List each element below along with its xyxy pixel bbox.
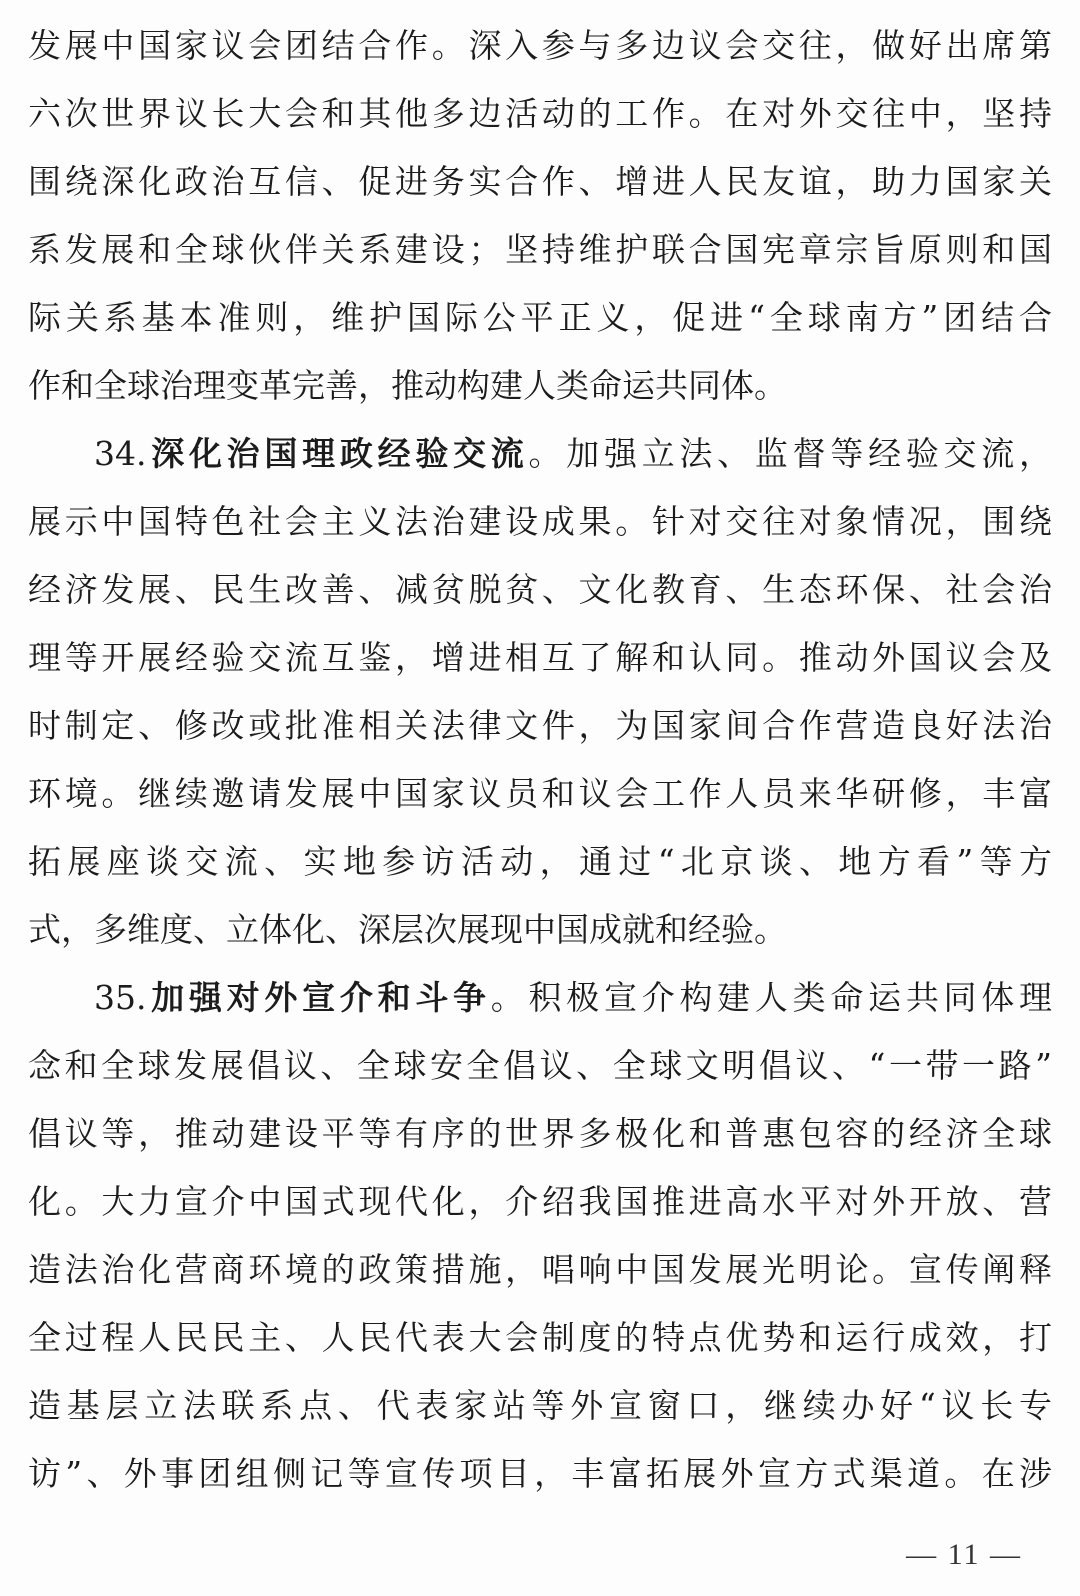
text-line: 拓展座谈交流、实地参访活动，通过“北京谈、地方看”等方 bbox=[28, 842, 1052, 881]
paragraph-number: 34. bbox=[94, 434, 147, 473]
text-line: 围绕深化政治互信、促进务实合作、增进人民友谊，助力国家关 bbox=[28, 162, 1052, 201]
text-line: 时制定、修改或批准相关法律文件，为国家间合作营造良好法治 bbox=[28, 706, 1052, 745]
text-line: 系发展和全球伙伴关系建设；坚持维护联合国宪章宗旨原则和国 bbox=[28, 230, 1052, 269]
paragraph-continuation bbox=[28, 12, 1052, 420]
paragraph-first-line bbox=[28, 964, 1052, 1032]
text-line: 六次世界议长大会和其他多边活动的工作。在对外交往中，坚持 bbox=[28, 94, 1052, 133]
paragraph-first-line bbox=[28, 420, 1052, 488]
paragraph-number: 35. bbox=[94, 978, 147, 1017]
text-line: 全过程人民民主、人民代表大会制度的特点优势和运行成效，打 bbox=[28, 1318, 1052, 1357]
text-line: 理等开展经验交流互鉴，增进相互了解和认同。推动外国议会及 bbox=[28, 638, 1052, 677]
body-text bbox=[28, 12, 1052, 1508]
paragraph-34 bbox=[28, 420, 1052, 964]
paragraph-heading: 深化治国理政经验交流 bbox=[146, 434, 529, 473]
page-number: — 11 — bbox=[906, 1538, 1022, 1571]
text-line: 经济发展、民生改善、减贫脱贫、文化教育、生态环保、社会治 bbox=[28, 570, 1052, 609]
paragraph-heading: 加强对外宣介和斗争 bbox=[146, 978, 491, 1017]
text-line: 发展中国家议会团结合作。深入参与多边议会交往，做好出席第 bbox=[28, 26, 1052, 65]
text-line: 式，多维度、立体化、深层次展现中国成就和经验。 bbox=[28, 910, 787, 949]
text-line: 造基层立法联系点、代表家站等外宣窗口，继续办好“议长专 bbox=[28, 1386, 1052, 1425]
text-line: 环境。继续邀请发展中国家议员和议会工作人员来华研修，丰富 bbox=[28, 774, 1052, 813]
paragraph-text: 。积极宣介构建人类命运共同体理 bbox=[490, 978, 1053, 1017]
text-line: 造法治化营商环境的政策措施，唱响中国发展光明论。宣传阐释 bbox=[28, 1250, 1052, 1289]
text-line: 作和全球治理变革完善，推动构建人类命运共同体。 bbox=[28, 366, 787, 405]
text-line: 倡议等，推动建设平等有序的世界多极化和普惠包容的经济全球 bbox=[28, 1114, 1052, 1153]
paragraph-35 bbox=[28, 964, 1052, 1508]
text-line: 展示中国特色社会主义法治建设成果。针对交往对象情况，围绕 bbox=[28, 502, 1052, 541]
text-line: 念和全球发展倡议、全球安全倡议、全球文明倡议、“一带一路” bbox=[28, 1046, 1052, 1085]
text-line: 化。大力宣介中国式现代化，介绍我国推进高水平对外开放、营 bbox=[28, 1182, 1052, 1221]
text-line: 际关系基本准则，维护国际公平正义，促进“全球南方”团结合 bbox=[28, 298, 1052, 337]
paragraph-text: 。加强立法、监督等经验交流， bbox=[528, 434, 1053, 473]
text-line: 访”、外事团组侧记等宣传项目，丰富拓展外宣方式渠道。在涉 bbox=[28, 1454, 1052, 1493]
